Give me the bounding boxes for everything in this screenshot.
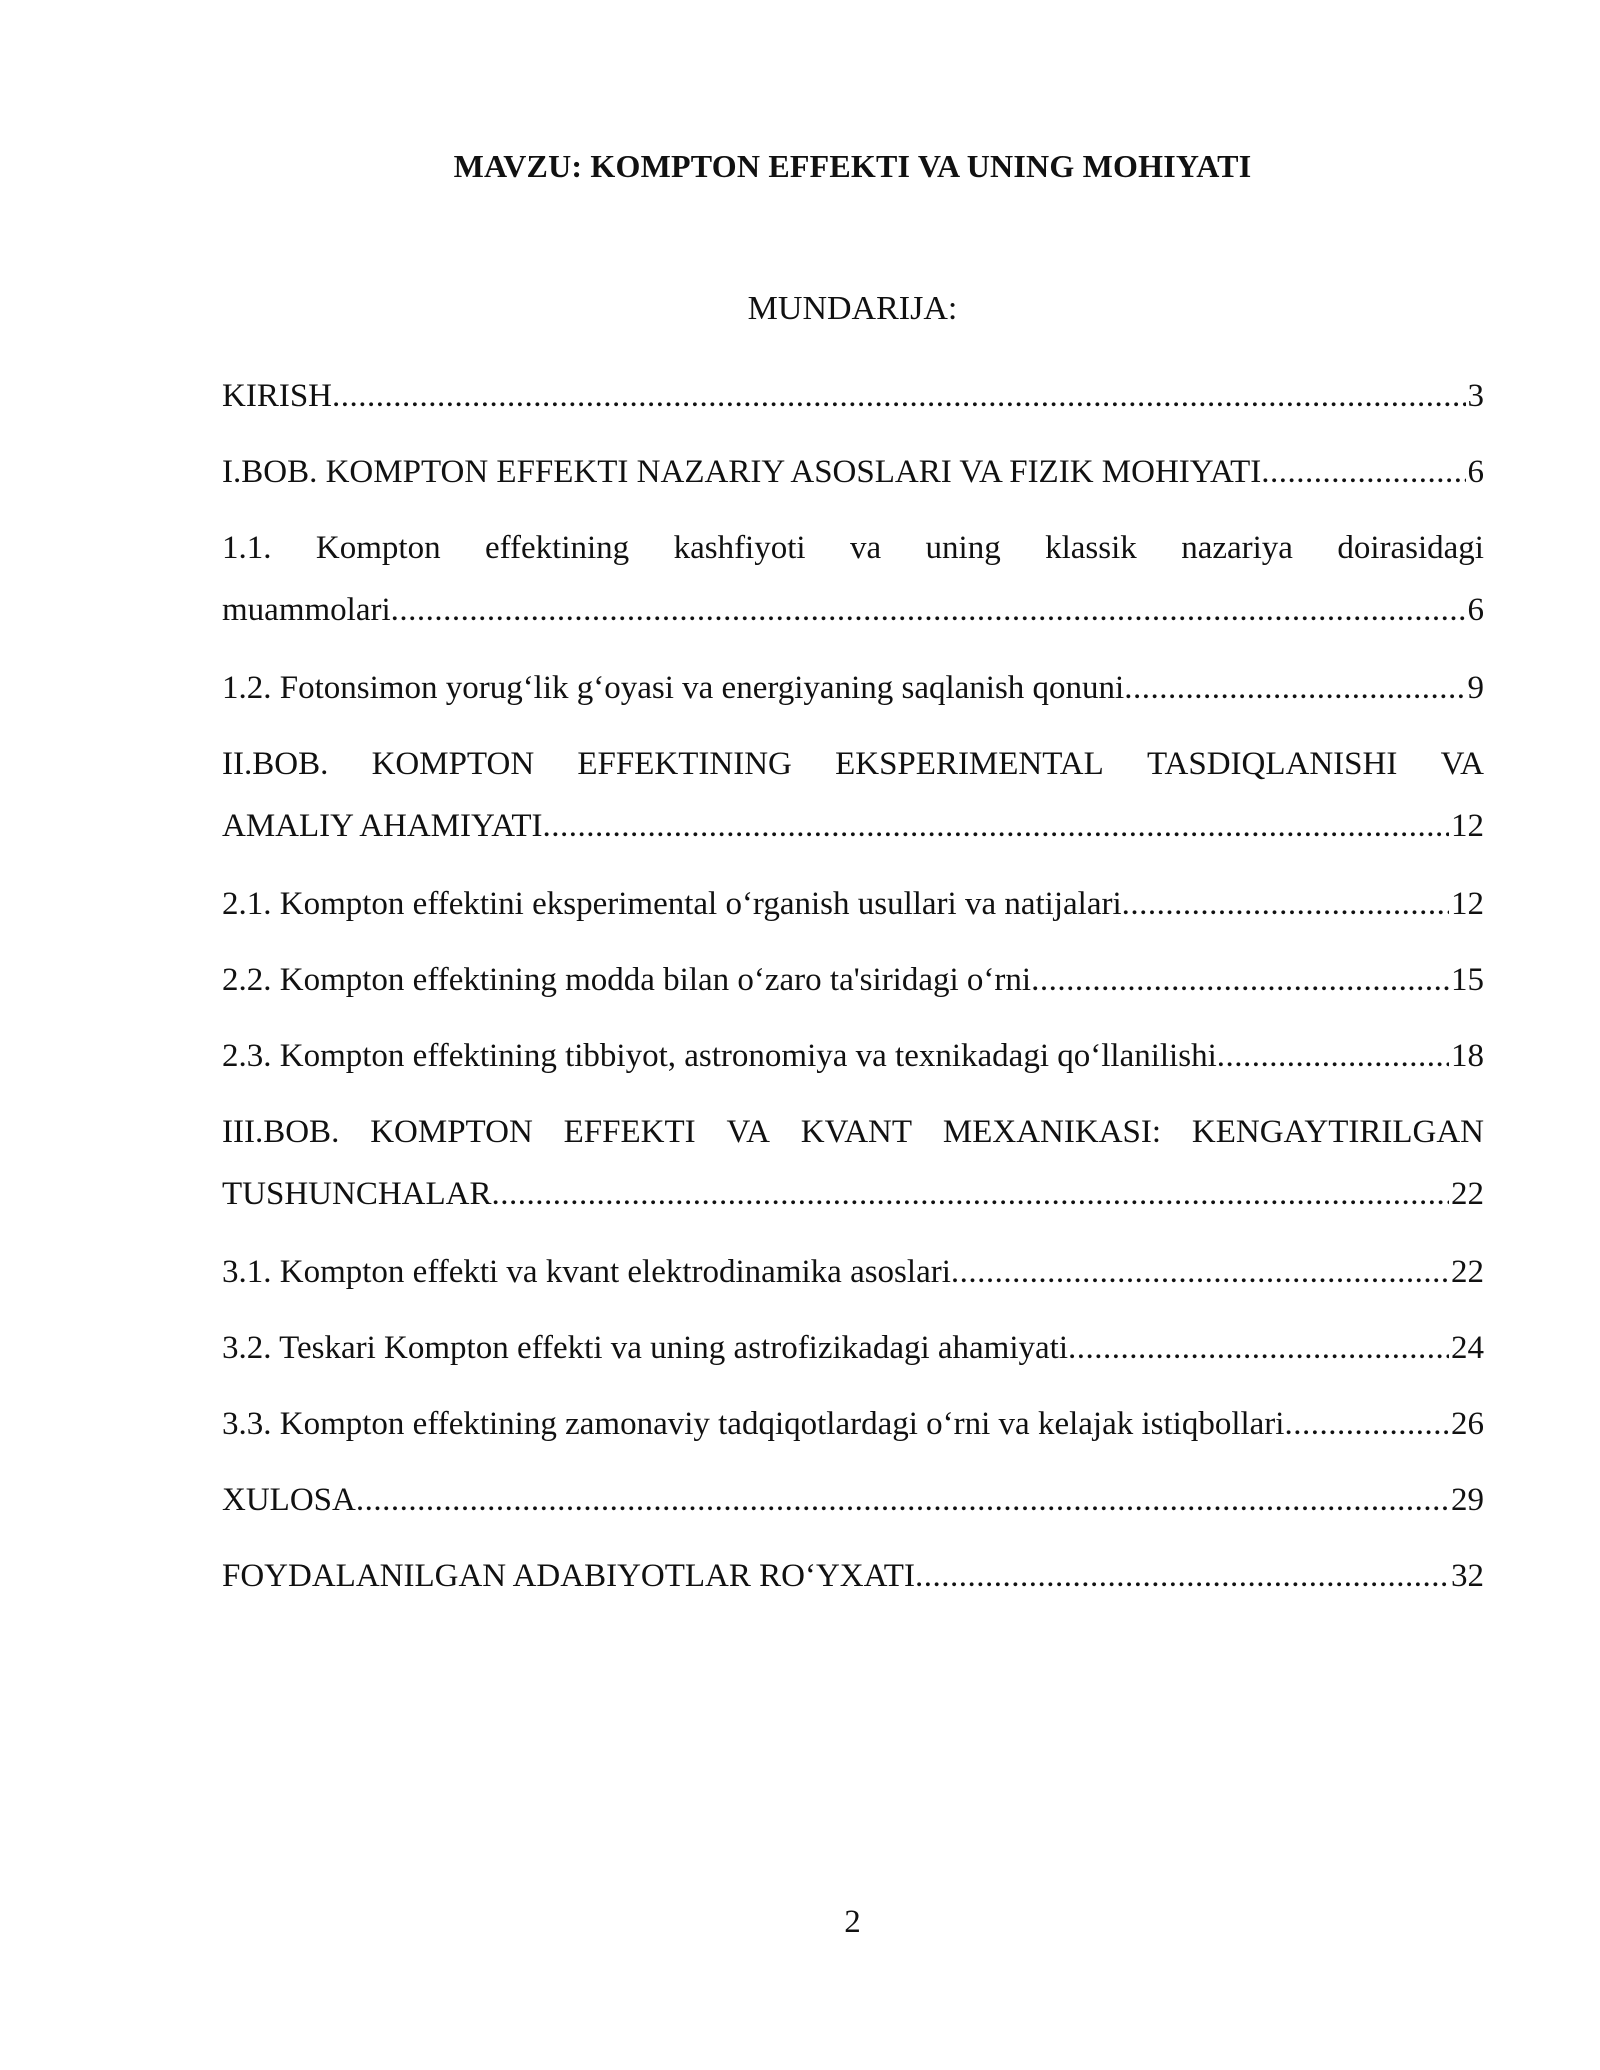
toc-entry-page: 15 [1451, 962, 1484, 998]
toc-entry-page: 12 [1451, 808, 1484, 844]
toc-entry-page: 22 [1451, 1254, 1484, 1290]
toc-word: KOMPTON [370, 1114, 533, 1150]
toc-heading: MUNDARIJA: [747, 290, 958, 327]
toc-entry-page: 18 [1451, 1038, 1484, 1074]
toc-entry-text: I.BOB. KOMPTON EFFEKTI NAZARIY ASOSLARI VA FIZIK MOHIYATI [222, 454, 1262, 490]
toc-word: III.BOB. [222, 1114, 340, 1150]
toc-word: KOMPTON [371, 746, 535, 782]
toc-word: EFFEKTINING [577, 746, 792, 782]
toc-entry-text: 3.2. Teskari Kompton effekti va uning astrofizikadagi ahamiyati [222, 1330, 1068, 1366]
toc-entry-section-2-3[interactable] [222, 1036, 1484, 1076]
toc-word: nazariya [1181, 530, 1293, 566]
toc-entry-page: 22 [1451, 1176, 1484, 1212]
toc-leader-dots [1261, 452, 1465, 492]
toc-word: Kompton [315, 530, 441, 566]
toc-entry-text: 2.3. Kompton effektining tibbiyot, astronomiya va texnikadagi qo‘llanilishi [222, 1038, 1217, 1074]
toc-entry-text: 2.2. Kompton effektining modda bilan o‘zaro ta'siridagi o‘rni [222, 962, 1032, 998]
toc-word: KVANT [800, 1114, 913, 1150]
toc-entry-text: 3.1. Kompton effekti va kvant elektrodinamika asoslari [222, 1254, 951, 1290]
toc-entry-section-2-2[interactable] [222, 960, 1484, 1000]
toc-word: MEXANIKASI: [942, 1114, 1162, 1150]
toc-leader-dots [1284, 1404, 1449, 1444]
toc-word: klassik [1045, 530, 1137, 566]
toc-entry-chapter-1[interactable] [222, 452, 1484, 492]
toc-entry-chapter-3[interactable] [222, 1112, 1484, 1214]
toc-leader-dots [543, 806, 1449, 846]
toc-entry-page: 24 [1451, 1330, 1484, 1366]
toc-leader-dots [951, 1252, 1449, 1292]
toc-entry-page: 9 [1467, 670, 1484, 706]
toc-entry-section-3-1[interactable] [222, 1252, 1484, 1292]
document-title: MAVZU: KOMPTON EFFEKTI VA UNING MOHIYATI [453, 148, 1252, 184]
toc-entry-first-line [222, 1112, 1484, 1152]
toc-leader-dots [1124, 668, 1465, 708]
toc-entry-first-line [222, 744, 1484, 784]
toc-entry-text: 2.1. Kompton effektini eksperimental o‘rganish usullari va natijalari [222, 886, 1122, 922]
toc-entry-page: 6 [1467, 592, 1484, 628]
toc-entry-page: 29 [1451, 1482, 1484, 1518]
toc-word: VA [1440, 746, 1484, 782]
toc-word: doirasidagi [1337, 530, 1484, 566]
toc-entry-page: 26 [1451, 1406, 1484, 1442]
toc-word: EKSPERIMENTAL [835, 746, 1104, 782]
toc-entry-first-line [222, 528, 1484, 568]
toc-entry-chapter-2[interactable] [222, 744, 1484, 846]
toc-word: 1.1. [222, 530, 272, 566]
toc-word: VA [726, 1114, 770, 1150]
toc-word: KENGAYTIRILGAN [1191, 1114, 1484, 1150]
toc-leader-dots [915, 1556, 1449, 1596]
toc-word: va [849, 530, 882, 566]
toc-entry-text: muammolari [222, 592, 391, 628]
toc-leader-dots [492, 1174, 1449, 1214]
toc-entry-section-1-2[interactable] [222, 668, 1484, 708]
page-number: 2 [844, 1904, 861, 1940]
toc-entry-references[interactable] [222, 1556, 1484, 1596]
toc-entry-page: 3 [1467, 378, 1484, 414]
toc-entry-kirish[interactable] [222, 376, 1484, 416]
toc-entry-page: 32 [1451, 1558, 1484, 1594]
toc-leader-dots [1068, 1328, 1449, 1368]
toc-word: effektining [484, 530, 630, 566]
toc-entry-text: XULOSA [222, 1482, 356, 1518]
toc-word: TASDIQLANISHI [1147, 746, 1398, 782]
toc-leader-dots [1031, 960, 1449, 1000]
toc-entry-section-2-1[interactable] [222, 884, 1484, 924]
toc-entry-page: 12 [1451, 886, 1484, 922]
toc-entry-section-3-2[interactable] [222, 1328, 1484, 1368]
toc-entry-section-3-3[interactable] [222, 1404, 1484, 1444]
toc-entry-text: 3.3. Kompton effektining zamonaviy tadqiqotlardagi o‘rni va kelajak istiqbollari [222, 1406, 1285, 1442]
toc-entry-xulosa[interactable] [222, 1480, 1484, 1520]
toc-leader-dots [1122, 884, 1449, 924]
toc-entry-text: KIRISH [222, 378, 333, 414]
toc-leader-dots [1217, 1036, 1449, 1076]
toc-word: uning [925, 530, 1001, 566]
toc-entry-text: 1.2. Fotonsimon yorug‘lik g‘oyasi va energiyaning saqlanish qonuni [222, 670, 1125, 706]
toc-leader-dots [356, 1480, 1449, 1520]
toc-leader-dots [332, 376, 1465, 416]
toc-word: II.BOB. [222, 746, 329, 782]
toc-entry-section-1-1[interactable] [222, 528, 1484, 630]
toc-entry-page: 6 [1467, 454, 1484, 490]
toc-entry-text: FOYDALANILGAN ADABIYOTLAR RO‘YXATI [222, 1558, 915, 1594]
toc-entry-text: TUSHUNCHALAR [222, 1176, 492, 1212]
toc-leader-dots [391, 590, 1466, 630]
toc-word: kashfiyoti [673, 530, 806, 566]
toc-word: EFFEKTI [563, 1114, 696, 1150]
toc-entry-text: AMALIY AHAMIYATI [222, 808, 543, 844]
